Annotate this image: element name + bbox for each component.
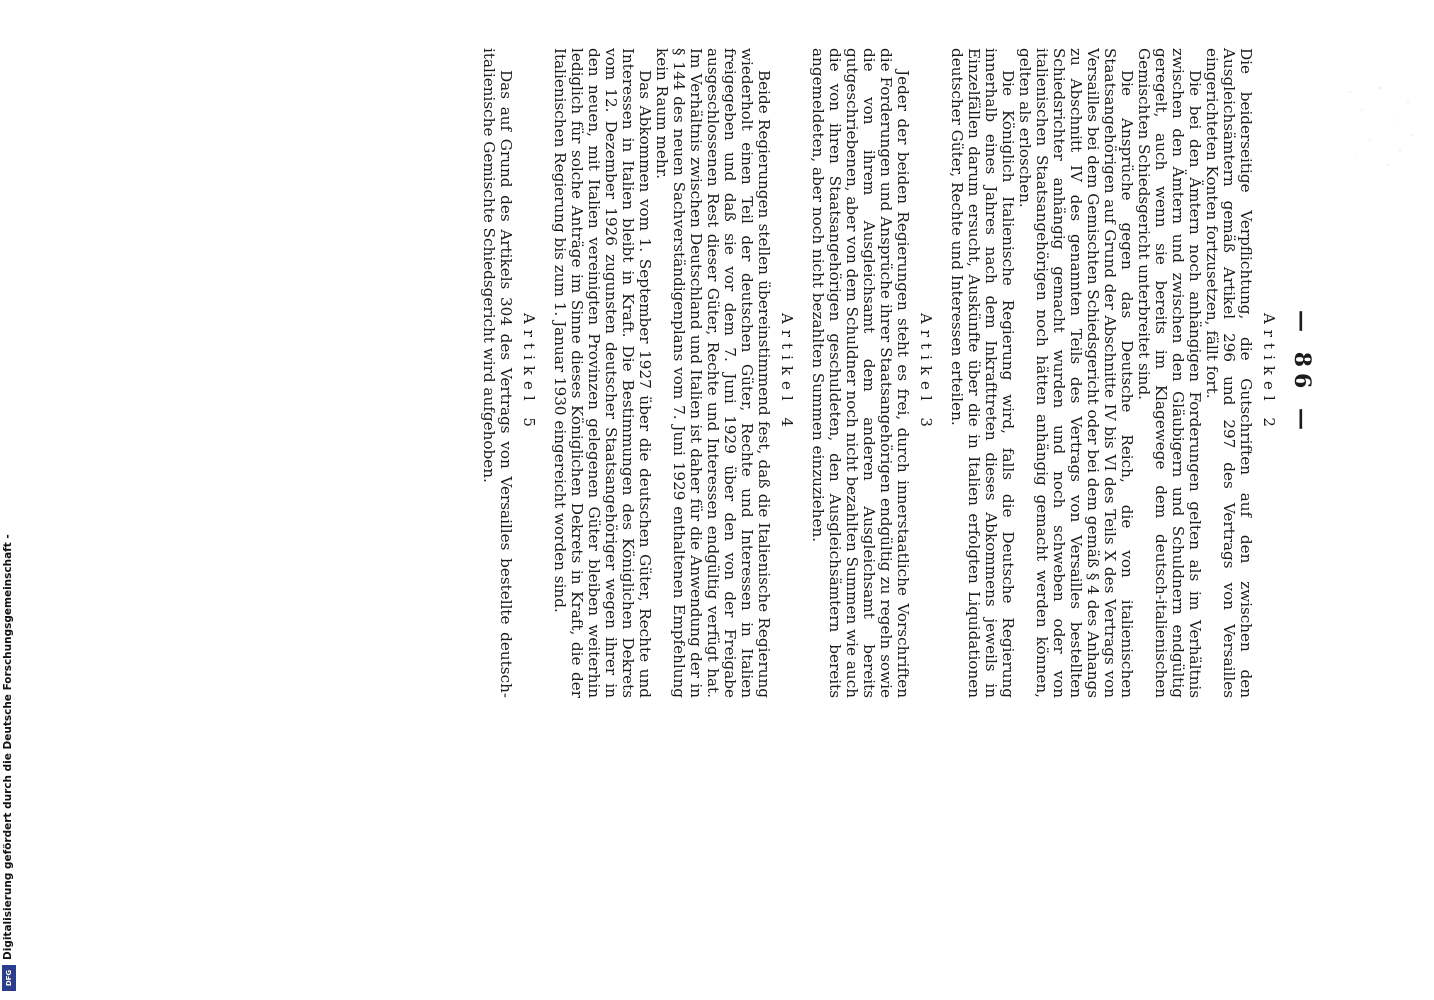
paragraph: Die beiderseitige Verpflichtung, die Gutschriften auf den zwischen den Ausgleichsämtern gemäß Artikel 296 und 297 des Vertrags von Versailles eingerichteten Konten fortzusetzen, fällt fort.	[1203, 48, 1255, 698]
article-2	[948, 48, 1277, 698]
digitization-credit	[2, 534, 22, 995]
dfg-logo-text: DFG	[5, 969, 13, 987]
article-heading: Artikel 4	[778, 313, 796, 433]
article-heading: Artikel 3	[917, 313, 935, 433]
article-heading: Artikel 5	[520, 313, 538, 433]
article-heading: Artikel 2	[1260, 313, 1278, 433]
paragraph: Beide Regierungen stellen übereinstimmend fest, daß die Italienische Regierung wiederholt einen Teil der deutschen Güter, Rechte und Interessen in Italien freigegeben und daß sie vor dem 7. Juni 1929 über den von der Freigabe ausgeschlossenen Rest dieser Güter, Rechte und Interessen endgültig verfügt hat. Im Verhältnis zwischen Deutschland und Italien ist daher für die Anwendung der in § 144 des neuen Sachverständigenplans vom 7. Juni 1929 enthaltenen Empfehlung kein Raum mehr.	[653, 48, 773, 698]
paragraph: Das auf Grund des Artikels 304 des Vertrags von Versailles bestellte deutsch-italienische Gemischte Schiedsgericht wird aufgehoben.	[480, 48, 515, 698]
page-number: — 86 —	[1289, 310, 1315, 436]
rotated-document-page	[70, 48, 1315, 698]
scan-noise-marks	[1340, 80, 1420, 170]
paragraph: Die Königlich Italienische Regierung wird, falls die Deutsche Regierung innerhalb eines Jahres nach dem Inkrafttreten dieses Abkommens jeweils in Einzelfällen darum ersucht, Auskünfte über die in Italien erfolgten Liquidationen deutscher Güter, Rechte und Interessen erteilen.	[948, 48, 1017, 698]
paragraph: Die Ansprüche gegen das Deutsche Reich, die von italienischen Staatsangehörigen auf Grund der Abschnitte IV bis VI des Teils X des Vertrags von Versailles bei dem Gemischten Schiedsgericht oder bei dem gemäß § 4 des Anhangs zu Abschnitt IV des genannten Teils des Vertrags von Versailles bestellten Schiedsrichter anhängig gemacht wurden und noch schweben oder von italienischen Staatsangehörigen noch hätten anhängig gemacht werden können, gelten als erloschen.	[1016, 48, 1136, 698]
article-4	[551, 48, 795, 698]
article-3	[809, 48, 934, 698]
paragraph: Jeder der beiden Regierungen steht es frei, durch innerstaatliche Vorschriften die Forderungen und Ansprüche ihrer Staatsangehörigen endgültig zu regeln sowie die von ihrem Ausgleichsamt dem anderen Ausgleichsamt bereits gutgeschriebenen, aber von dem Schuldner noch nicht bezahlten Summen wie auch die von ihren Staatsangehörigen geschuldeten, den Ausgleichsämtern bereits angemeldeten, aber noch nicht bezahlten Summen einzuziehen.	[809, 48, 912, 698]
article-5	[480, 48, 537, 698]
paragraph: Die bei den Ämtern noch anhängigen Forderungen gelten als im Verhältnis zwischen den Ämtern und zwischen den Gläubigern und Schuldnern endgültig geregelt, auch wenn sie bereits im Klagewege dem deutsch-italienischen Gemischten Schiedsgericht unterbreitet sind.	[1135, 48, 1204, 698]
credit-text: Digitalisierung gefördert durch die Deutsche Forschungsgemeinschaft -	[2, 534, 14, 960]
dfg-logo-icon	[2, 965, 16, 991]
paragraph: Das Abkommen vom 1. September 1927 über die deutschen Güter, Rechte und Interessen in Italien bleibt in Kraft. Die Bestimmungen des Königlichen Dekrets vom 12. Dezember 1926 zugunsten deutscher Staatsangehöriger wegen ihrer in den neuen, mit Italien vereinigten Provinzen gelegenen Güter bleiben weiterhin lediglich für solche Anträge im Sinne dieses Königlichen Dekrets in Kraft, die der Italienischen Regierung bis zum 1. Januar 1930 eingereicht worden sind.	[551, 48, 654, 698]
